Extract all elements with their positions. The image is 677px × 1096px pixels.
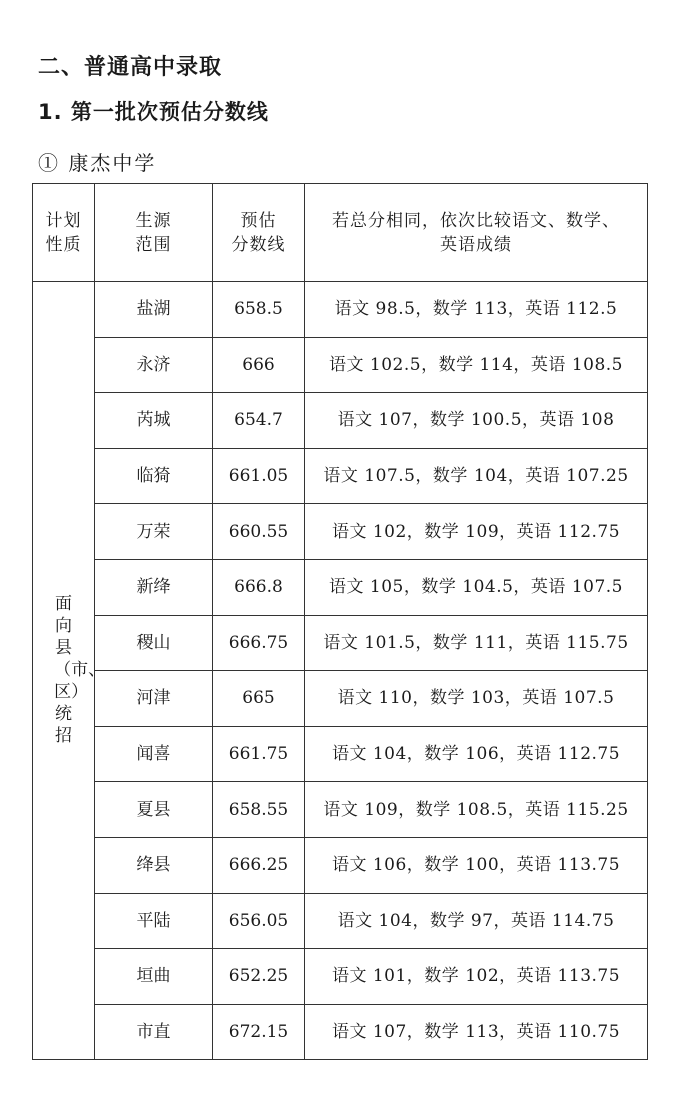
tiebreak-cell: 语文 101.5，数学 111，英语 115.75 — [305, 615, 648, 671]
score-cell: 658.55 — [213, 782, 305, 838]
header-tiebreak-line1: 若总分相同，依次比较语文、数学、 — [332, 210, 620, 231]
score-cell: 665 — [213, 671, 305, 727]
tiebreak-cell: 语文 107，数学 113，英语 110.75 — [305, 1004, 648, 1060]
tiebreak-cell: 语文 104，数学 106，英语 112.75 — [305, 726, 648, 782]
area-cell: 市直 — [95, 1004, 213, 1060]
table-row — [33, 337, 648, 393]
area-cell: 闻喜 — [95, 726, 213, 782]
area-cell: 临猗 — [95, 448, 213, 504]
header-est-score — [213, 184, 305, 282]
score-cell: 661.05 — [213, 448, 305, 504]
table-row — [33, 559, 648, 615]
table-row — [33, 282, 648, 338]
tiebreak-cell: 语文 109，数学 108.5，英语 115.25 — [305, 782, 648, 838]
table-row — [33, 1004, 648, 1060]
table-row — [33, 448, 648, 504]
score-cell: 652.25 — [213, 949, 305, 1005]
area-cell: 万荣 — [95, 504, 213, 560]
tiebreak-cell: 语文 102，数学 109，英语 112.75 — [305, 504, 648, 560]
score-cell: 661.75 — [213, 726, 305, 782]
table-row — [33, 615, 648, 671]
area-cell: 永济 — [95, 337, 213, 393]
header-plan-type — [33, 184, 95, 282]
header-plan-type-line1: 计划 — [45, 210, 82, 231]
header-est-score-line2: 分数线 — [231, 234, 286, 255]
tiebreak-cell: 语文 107，数学 100.5，英语 108 — [305, 393, 648, 449]
score-cell: 666 — [213, 337, 305, 393]
section-heading: 二、普通高中录取 — [38, 55, 223, 80]
score-cell: 666.25 — [213, 837, 305, 893]
area-cell: 夏县 — [95, 782, 213, 838]
header-tiebreak-line2: 英语成绩 — [440, 234, 512, 255]
area-cell: 盐湖 — [95, 282, 213, 338]
tiebreak-cell: 语文 107.5，数学 104，英语 107.25 — [305, 448, 648, 504]
tiebreak-cell: 语文 105，数学 104.5，英语 107.5 — [305, 559, 648, 615]
tiebreak-cell: 语文 104，数学 97，英语 114.75 — [305, 893, 648, 949]
plan-type-cell — [33, 282, 106, 1060]
table-row — [33, 393, 648, 449]
score-cell: 654.7 — [213, 393, 305, 449]
header-est-score-line1: 预估 — [240, 210, 277, 231]
score-cell: 660.55 — [213, 504, 305, 560]
score-cell: 666.8 — [213, 559, 305, 615]
table-row — [33, 504, 648, 560]
tiebreak-cell: 语文 101，数学 102，英语 113.75 — [305, 949, 648, 1005]
tiebreak-cell: 语文 106，数学 100，英语 113.75 — [305, 837, 648, 893]
area-cell: 河津 — [95, 671, 213, 727]
header-source-area-line2: 范围 — [135, 234, 172, 255]
tiebreak-cell: 语文 110，数学 103，英语 107.5 — [305, 671, 648, 727]
area-cell: 新绛 — [95, 559, 213, 615]
area-cell: 平陆 — [95, 893, 213, 949]
score-cell: 656.05 — [213, 893, 305, 949]
header-plan-type-line2: 性质 — [45, 234, 82, 255]
subsection-heading: 1. 第一批次预估分数线 — [38, 100, 269, 124]
header-source-area-line1: 生源 — [135, 210, 172, 231]
score-table — [32, 183, 648, 1060]
area-cell: 绛县 — [95, 837, 213, 893]
table-row — [33, 837, 648, 893]
table-row — [33, 782, 648, 838]
area-cell: 芮城 — [95, 393, 213, 449]
header-tiebreak — [305, 184, 648, 282]
table-row — [33, 671, 648, 727]
table-row — [33, 726, 648, 782]
score-cell: 658.5 — [213, 282, 305, 338]
table-header-row — [33, 184, 648, 282]
plan-type-text: 面向县（市、区）统招 — [54, 594, 106, 747]
tiebreak-cell: 语文 102.5，数学 114，英语 108.5 — [305, 337, 648, 393]
tiebreak-cell: 语文 98.5，数学 113，英语 112.5 — [305, 282, 648, 338]
area-cell: 垣曲 — [95, 949, 213, 1005]
table-row — [33, 949, 648, 1005]
score-cell: 672.15 — [213, 1004, 305, 1060]
header-source-area — [95, 184, 213, 282]
area-cell: 稷山 — [95, 615, 213, 671]
table-body — [33, 282, 648, 1060]
school-title: ① 康杰中学 — [38, 151, 157, 175]
score-cell: 666.75 — [213, 615, 305, 671]
table-row — [33, 893, 648, 949]
